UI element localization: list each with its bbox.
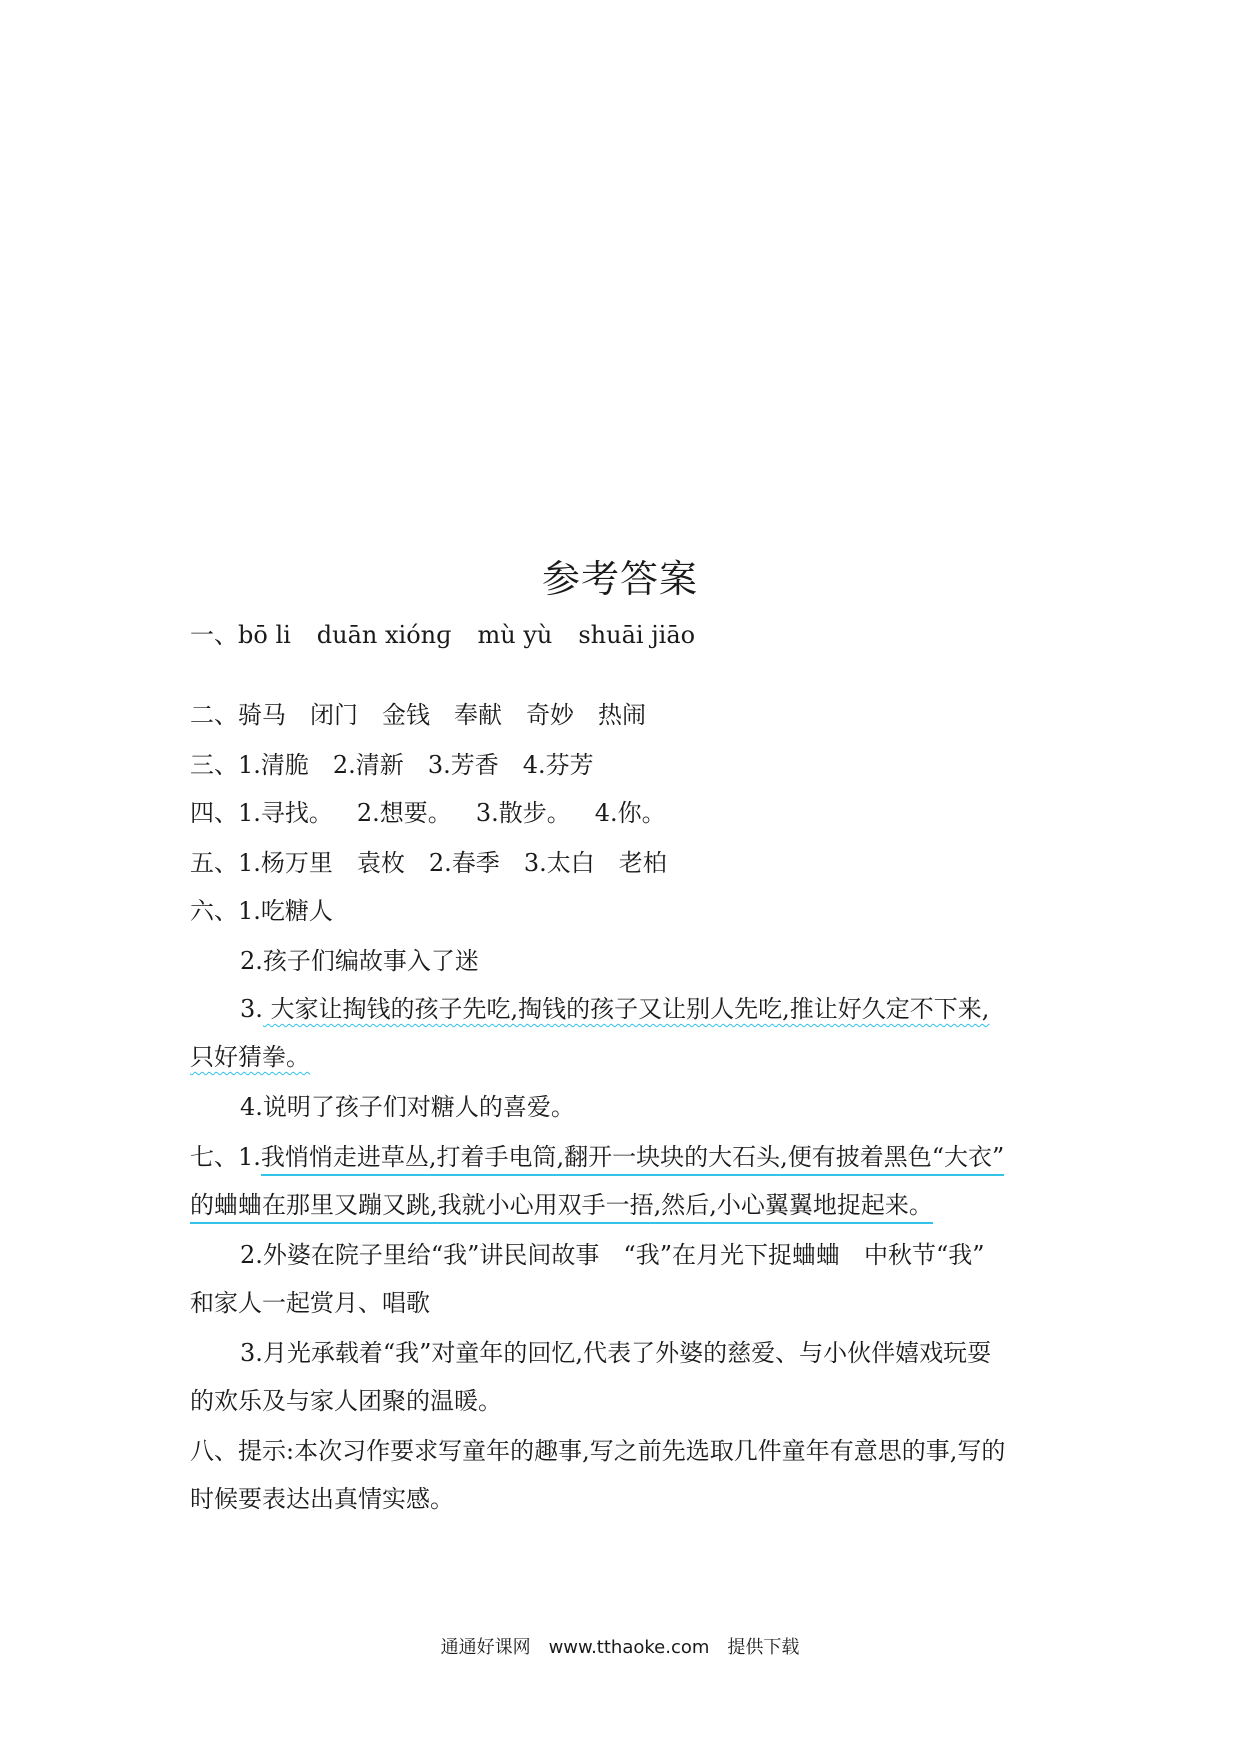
- underlined-answer: 大家让掏钱的孩子先吃,掏钱的孩子又让别人先吃,推让好久定不下来,: [262, 995, 990, 1023]
- answer-1: [190, 620, 721, 650]
- answer-4: [190, 798, 690, 828]
- word-item: 1.杨万里: [238, 849, 333, 877]
- underlined-answer: 的蛐蛐在那里又蹦又跳,我就小心用双手一捂,然后,小心翼翼地捉起来。: [190, 1191, 933, 1224]
- pinyin-item: bō li: [238, 621, 291, 649]
- answer-6-4: 4.说明了孩子们对糖人的喜爱。: [240, 1093, 575, 1121]
- word-item: 2.春季: [428, 849, 500, 877]
- word-item: 2.想要。: [356, 799, 452, 827]
- answer-5: [190, 848, 691, 878]
- answer-6-2: 2.孩子们编故事入了迷: [240, 947, 479, 975]
- pinyin-item: mù yù: [477, 621, 553, 649]
- word-item: 3.芳香: [427, 751, 499, 779]
- answer-number: 3.: [240, 995, 263, 1023]
- answer-7-1-line2: [190, 1190, 933, 1220]
- answer-3: [190, 750, 618, 780]
- word-item: 热闹: [598, 701, 646, 729]
- word-item: 奇妙: [526, 701, 574, 729]
- underlined-answer: 只好猜拳。: [190, 1043, 310, 1071]
- answer-7-3-line2: 的欢乐及与家人团聚的温暖。: [190, 1387, 502, 1415]
- answer-text: 1.吃糖人: [238, 897, 333, 925]
- answer-6-3-line1: [240, 994, 989, 1024]
- word-item: 老柏: [618, 849, 667, 877]
- answer-6-3-line2: [190, 1042, 310, 1072]
- word-item: 骑马: [238, 701, 286, 729]
- answer-7-3-line1: 3.月光承载着“我”对童年的回忆,代表了外婆的慈爱、与小伙伴嬉戏玩耍: [240, 1339, 992, 1367]
- answer-label: 二、: [190, 701, 238, 729]
- answer-7-2-line1: 2.外婆在院子里给“我”讲民间故事 “我”在月光下捉蛐蛐 中秋节“我”: [240, 1241, 985, 1269]
- answer-8-line1: [190, 1436, 1005, 1466]
- answer-label: 四、: [190, 799, 238, 827]
- answer-label: 三、: [190, 751, 238, 779]
- word-item: 1.寻找。: [238, 799, 333, 827]
- word-item: 3.散步。: [475, 799, 571, 827]
- answer-7-2-line2: 和家人一起赏月、唱歌: [190, 1289, 430, 1317]
- word-item: 1.清脆: [238, 751, 309, 779]
- page-title: 参考答案: [541, 557, 698, 601]
- word-item: 4.芬芳: [522, 751, 594, 779]
- answer-6-1: [190, 896, 333, 926]
- word-item: 奉献: [454, 701, 502, 729]
- footer-source: 通通好课网 www.tthaoke.com 提供下载: [440, 1637, 800, 1658]
- answer-8-line2: 时候要表达出真情实感。: [190, 1485, 454, 1513]
- pinyin-item: duān xiónɡ: [316, 621, 452, 649]
- answer-label: 五、: [190, 849, 238, 877]
- word-item: 金钱: [382, 701, 430, 729]
- answer-text: 提示:本次习作要求写童年的趣事,写之前先选取几件童年有意思的事,写的: [238, 1437, 1006, 1465]
- word-item: 2.清新: [332, 751, 404, 779]
- word-item: 4.你。: [594, 799, 666, 827]
- word-item: 闭门: [310, 701, 358, 729]
- answer-label: 八、: [190, 1437, 238, 1465]
- word-item: 袁枚: [356, 849, 405, 877]
- answer-2: [190, 700, 670, 730]
- answer-label: 六、: [190, 897, 238, 925]
- answer-label: 一、: [190, 621, 238, 649]
- pinyin-item: shuāi jiāo: [578, 621, 696, 649]
- answer-label: 七、: [190, 1143, 238, 1171]
- answer-number: 1.: [238, 1143, 261, 1171]
- word-item: 3.太白: [523, 849, 595, 877]
- answer-7-1-line1: [190, 1142, 1004, 1172]
- underlined-answer: 我悄悄走进草丛,打着手电筒,翻开一块块的大石头,便有披着黑色“大衣”: [261, 1143, 1004, 1176]
